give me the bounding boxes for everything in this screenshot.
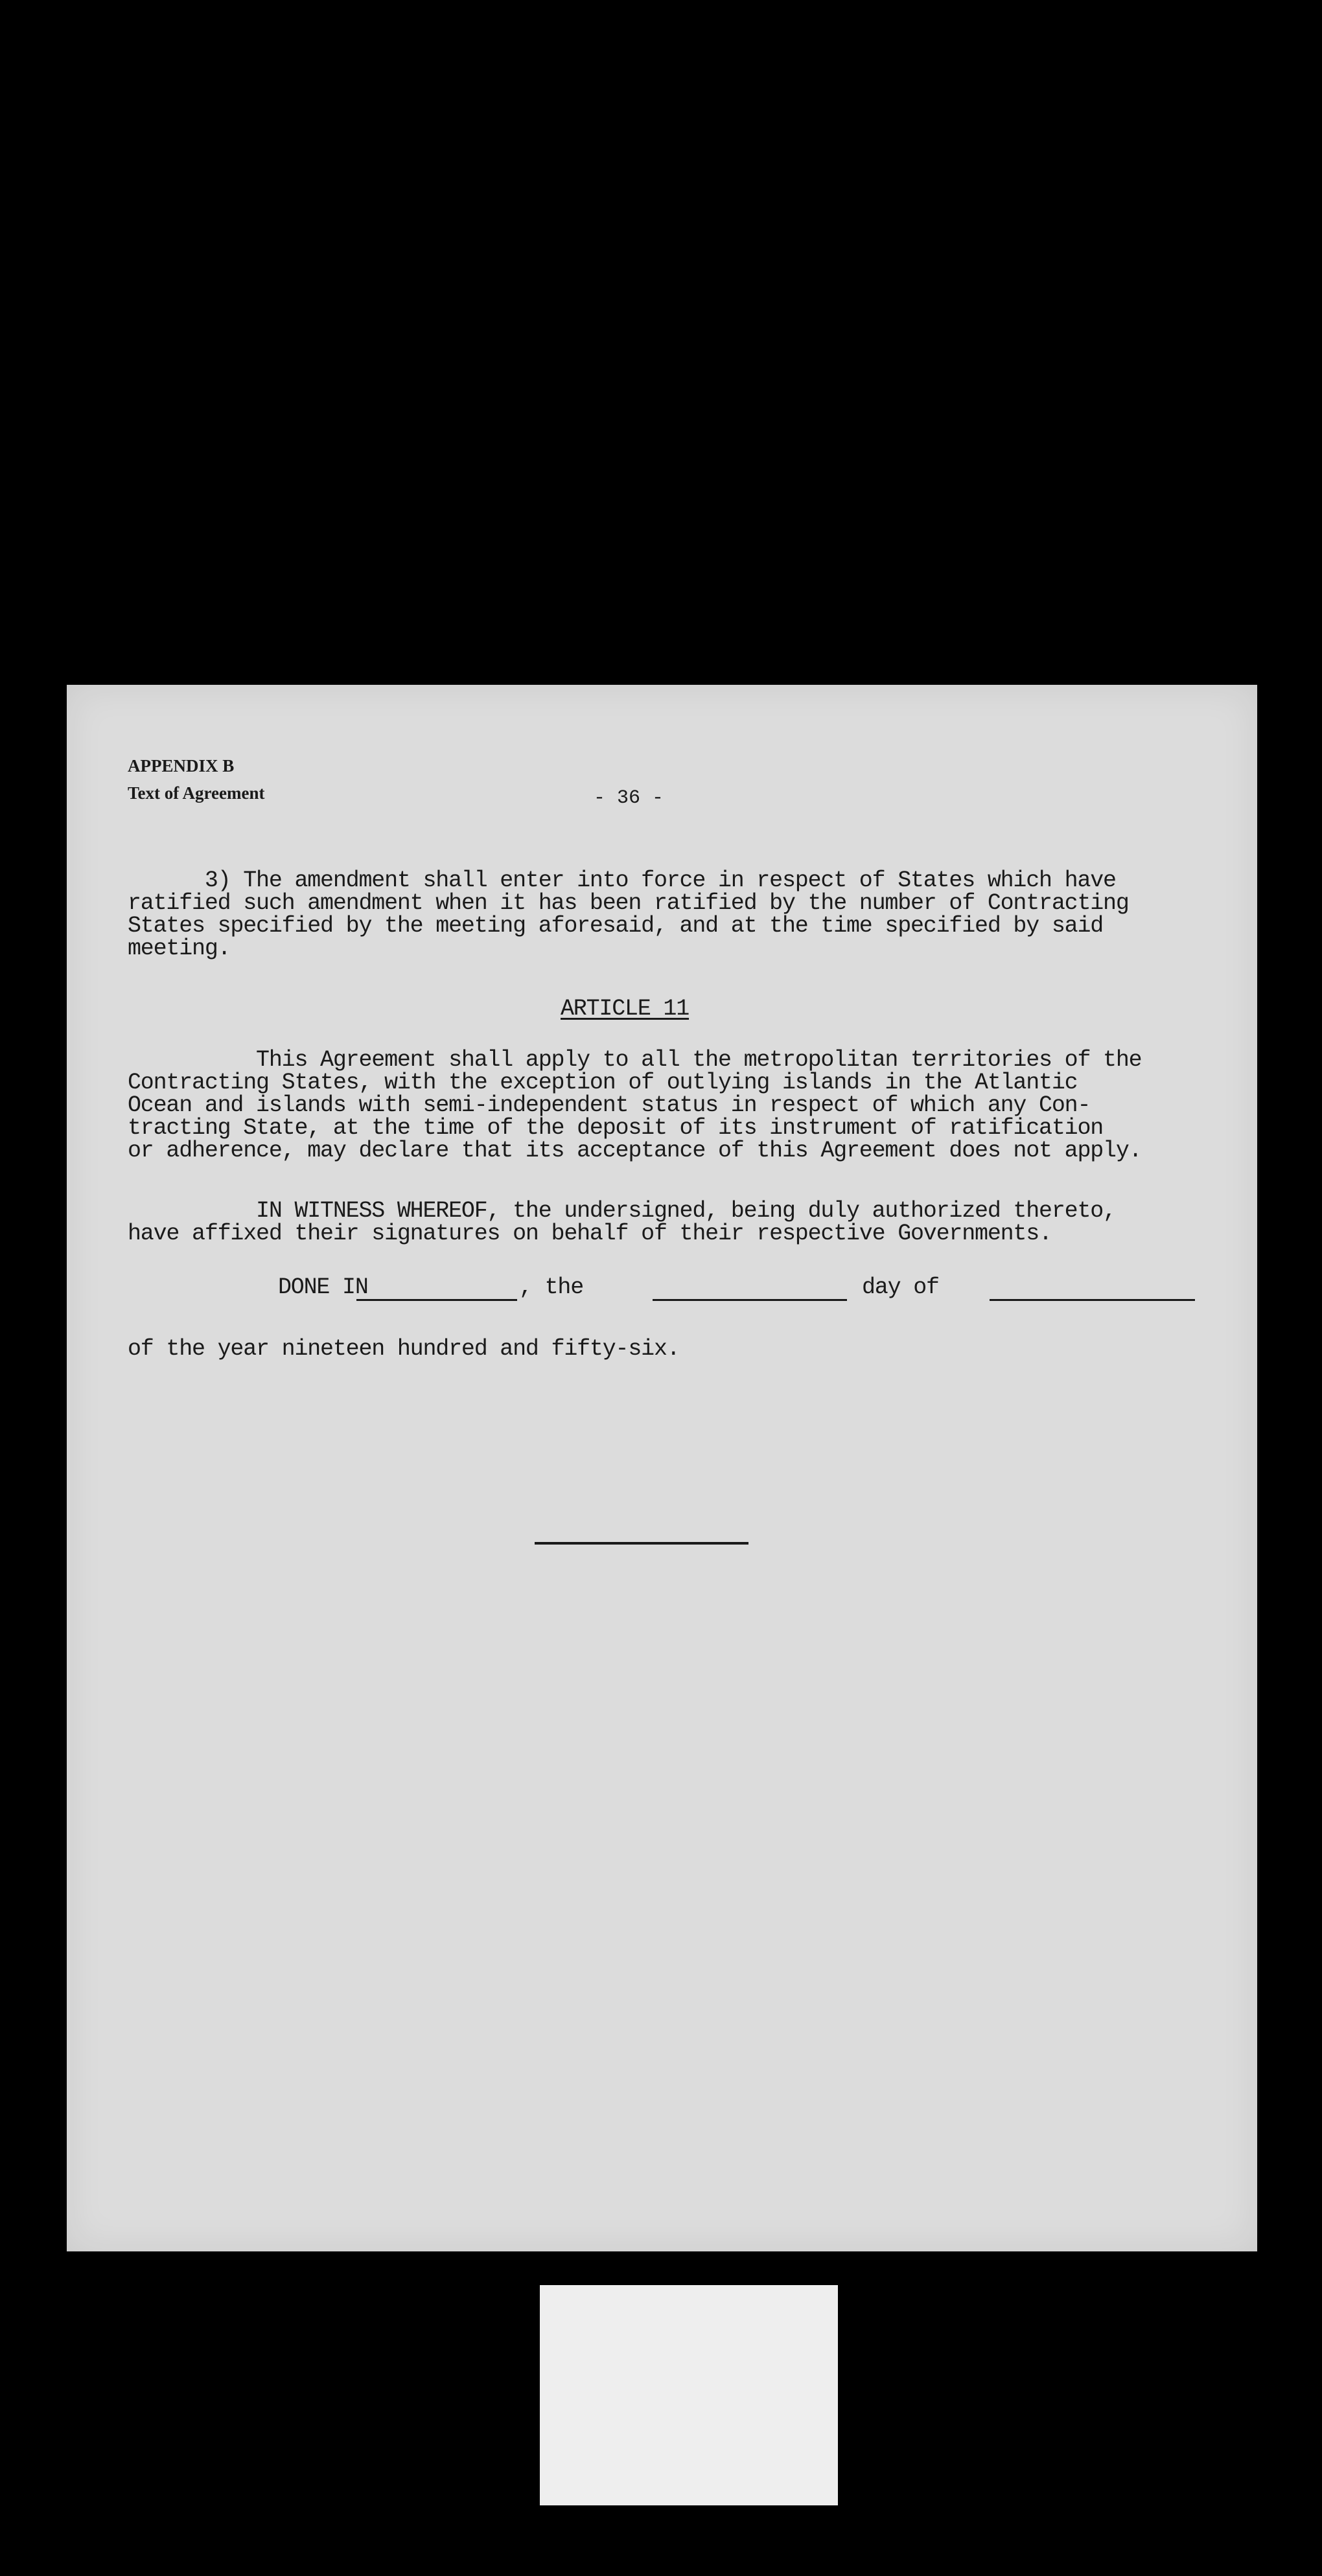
text-line: This Agreement shall apply to all the metropolitan territories of the	[128, 1047, 1142, 1073]
text-line: States specified by the meeting aforesaid, and at the time specified by said	[128, 913, 1104, 939]
text-line: Contracting States, with the exception of outlying islands in the Atlantic	[128, 1070, 1078, 1096]
day-of-label: day of	[862, 1274, 939, 1300]
paragraph-in-witness-whereof	[128, 1200, 1216, 1245]
appendix-label: APPENDIX B	[128, 756, 235, 776]
text-line: tracting State, at the time of the deposit of its instrument of ratification	[128, 1115, 1104, 1141]
text-line: meeting.	[128, 936, 231, 961]
done-in-label: DONE IN	[278, 1274, 368, 1300]
end-of-document-rule	[535, 1542, 748, 1545]
date-blank-line	[653, 1299, 847, 1301]
paragraph-amendment-entry-into-force	[128, 869, 1216, 960]
the-label: , the	[519, 1274, 584, 1300]
document-page	[67, 685, 1257, 2251]
month-blank-line	[990, 1299, 1195, 1301]
appendix-subtitle: Text of Agreement	[128, 783, 265, 803]
microfilm-target-card	[540, 2285, 838, 2505]
closing-line: of the year nineteen hundred and fifty-six.	[128, 1336, 680, 1362]
article-heading: ARTICLE 11	[561, 996, 690, 1022]
text-line: 3) The amendment shall enter into force in respect of States which have	[128, 868, 1116, 893]
page-number: - 36 -	[594, 787, 664, 809]
text-line: ratified such amendment when it has been ratified by the number of Contracting	[128, 890, 1129, 916]
paragraph-territorial-application	[128, 1049, 1216, 1162]
text-line: IN WITNESS WHEREOF, the undersigned, being duly authorized thereto,	[128, 1198, 1116, 1224]
place-blank-line	[356, 1299, 517, 1301]
text-line: or adherence, may declare that its acceptance of this Agreement does not apply.	[128, 1138, 1142, 1164]
done-in-signature-line	[128, 1274, 1229, 1307]
text-line: Ocean and islands with semi-independent status in respect of which any Con-	[128, 1092, 1091, 1118]
text-line: have affixed their signatures on behalf of their respective Governments.	[128, 1221, 1052, 1247]
